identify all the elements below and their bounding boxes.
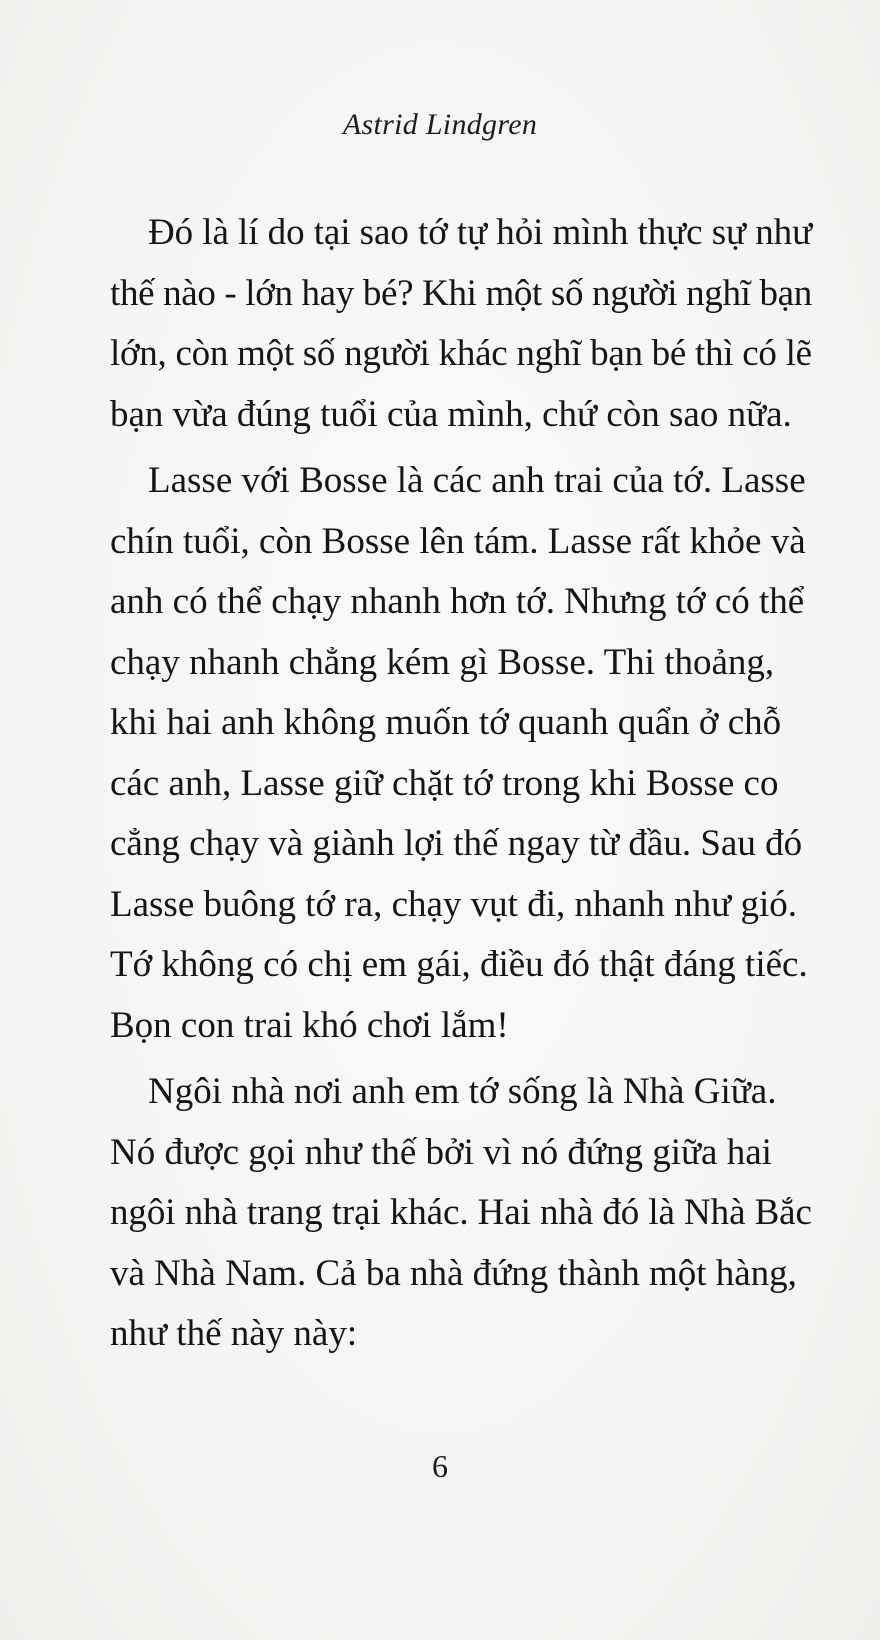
text-line: anh có thể chạy nhanh hơn tớ. Nhưng tớ có thể — [110, 581, 805, 622]
text-line: Ngôi nhà nơi anh em tớ sống là Nhà Giữa. — [148, 1071, 777, 1112]
text-line: khi hai anh không muốn tớ quanh quẩn ở chỗ — [110, 702, 782, 743]
text-line: Tớ không có chị em gái, điều đó thật đáng tiếc. — [110, 944, 808, 985]
paragraph-1 — [110, 203, 812, 445]
body-text — [110, 203, 812, 1365]
text-line: Nó được gọi như thế bởi vì nó đứng giữa hai — [110, 1131, 772, 1173]
text-line: chạy nhanh chẳng kém gì Bosse. Thi thoảng, — [110, 641, 775, 683]
text-line: Lasse với Bosse là các anh trai của tớ. Lasse — [148, 460, 806, 501]
text-line: lớn, còn một số người khác nghĩ bạn bé thì có lẽ — [110, 333, 812, 374]
running-head: Astrid Lindgren — [342, 108, 538, 141]
text-line: như thế này này: — [110, 1313, 358, 1354]
text-line: Lasse buông tớ ra, chạy vụt đi, nhanh như gió. — [110, 883, 797, 925]
text-line: thế nào - lớn hay bé? Khi một số người nghĩ bạn — [110, 272, 812, 314]
page-number: 6 — [432, 1448, 448, 1484]
paragraph-2 — [110, 451, 812, 1056]
text-line: các anh, Lasse giữ chặt tớ trong khi Bosse co — [110, 762, 779, 804]
text-line: chín tuổi, còn Bosse lên tám. Lasse rất khỏe và — [110, 520, 806, 562]
text-line: bạn vừa đúng tuổi của mình, chứ còn sao nữa. — [110, 393, 792, 435]
paragraph-3 — [110, 1062, 812, 1365]
text-line: cẳng chạy và giành lợi thế ngay từ đầu. Sau đó — [110, 823, 803, 864]
text-line: ngôi nhà trang trại khác. Hai nhà đó là Nhà Bắc — [110, 1192, 812, 1233]
text-line: và Nhà Nam. Cả ba nhà đứng thành một hàng, — [110, 1252, 797, 1294]
text-line: Đó là lí do tại sao tớ tự hỏi mình thực sự như — [148, 212, 813, 253]
text-line: Bọn con trai khó chơi lắm! — [110, 1004, 509, 1046]
